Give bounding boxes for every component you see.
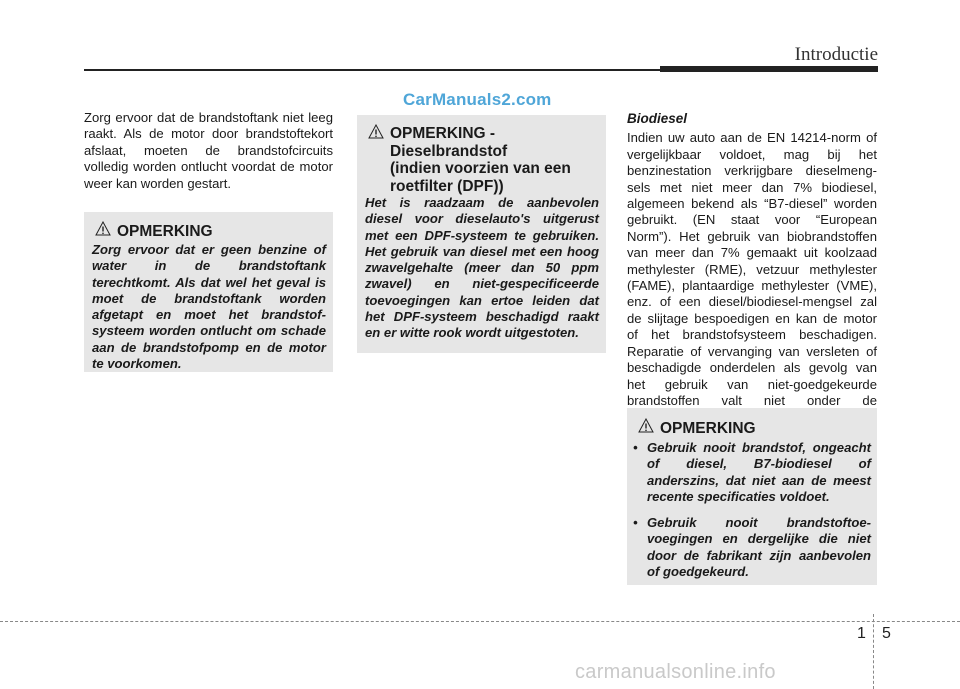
bullet-text: Gebruik nooit brandstoftoe-voegingen en dergelijke die niet door de fabrikant zijn aanbevolen of goedgekeurd.	[647, 515, 871, 580]
notice-title	[390, 125, 571, 195]
warning-icon	[368, 124, 384, 139]
notice-box-fuel	[627, 408, 877, 585]
notice-title-line: OPMERKING -	[390, 125, 496, 142]
notice-title-line: roetfilter (DPF))	[390, 177, 504, 195]
biodiesel-paragraph: Indien uw auto aan de EN 14214-norm of vergelijkbaar voldoet, mag bij het benzinestation verkrijgbare dieselmeng-sels met niet meer dan 7% biodiesel, algemeen bekend als “B7-diesel” worden gebruikt. (EN staat voor “European Norm”). Het gebruik van biobrandstoffen van meer dan 7% gemaakt uit koolzaad methylester (RME), vetzuur methylester (FAME), plantaardige methylester (VME), enz. of een diesel/biodiesel-mengsel zal de slijtage bespoedigen en kan de motor of het brandstofsysteem beschadigen. Reparatie of vervanging van versleten of beschadigde onderdelen als gevolg van het gebruik van niet-goedgekeurde brandstoffen valt niet onder de	[627, 130, 877, 408]
notice-body: Het is raadzaam de aanbevolen diesel voor dieselauto's uitgerust met een DPF-systeem te gebruiken. Het gebruik van diesel met een hoog zwavelgehalte (meer dan 50 ppm zwavel) en niet-gespecificeerde toevoegingen kan ertoe leiden dat het DPF-systeem beschadigd raakt en er witte rook wordt uitgestoten.	[365, 195, 599, 341]
footer-page-divider	[873, 614, 874, 689]
bullet-text: Gebruik nooit brandstof, ongeacht of diesel, B7-biodiesel of anderszins, dat niet aan de meest recente specificaties voldoet.	[647, 440, 871, 504]
notice-title: OPMERKING	[660, 420, 756, 437]
header-rule-thick	[660, 66, 878, 72]
page-number: 5	[882, 625, 891, 642]
biodiesel-heading: Biodiesel	[627, 111, 688, 126]
bullet-icon: •	[633, 515, 638, 531]
notice-box-benzine	[84, 212, 333, 372]
notice-bullet	[633, 440, 871, 505]
notice-title-line: Dieselbrandstof	[390, 142, 508, 160]
warning-icon	[95, 221, 111, 236]
site-watermark: carmanualsonline.info	[575, 661, 776, 683]
chapter-number: 1	[857, 625, 866, 642]
section-title: Introductie	[794, 44, 878, 65]
notice-title: OPMERKING	[117, 223, 213, 240]
footer-divider	[0, 621, 960, 622]
warning-icon	[638, 418, 654, 433]
notice-box-dpf	[357, 115, 606, 353]
notice-title-line: (indien voorzien van een	[390, 160, 571, 177]
notice-bullet	[633, 515, 871, 580]
bullet-icon: •	[633, 440, 638, 455]
header-rule	[84, 69, 660, 71]
watermark-text: CarManuals2.com	[403, 90, 552, 109]
notice-bullet-list	[633, 440, 871, 590]
biodiesel-section	[627, 111, 877, 426]
notice-body: Zorg ervoor dat er geen benzine of water in de brandstoftank terechtkomt. Als dat wel het geval is moet de brandstoftank worden afgetapt en moet het brandstof-systeem worden ontlucht om schade aan de brandstofpomp en de motor te voorkomen.	[92, 242, 326, 372]
fuel-tank-paragraph: Zorg ervoor dat de brandstoftank niet leeg raakt. Als de motor door brandstoftekort afslaat, moeten de brandstofcircuits volledig worden ontlucht voordat de motor weer kan worden gestart.	[84, 110, 333, 191]
